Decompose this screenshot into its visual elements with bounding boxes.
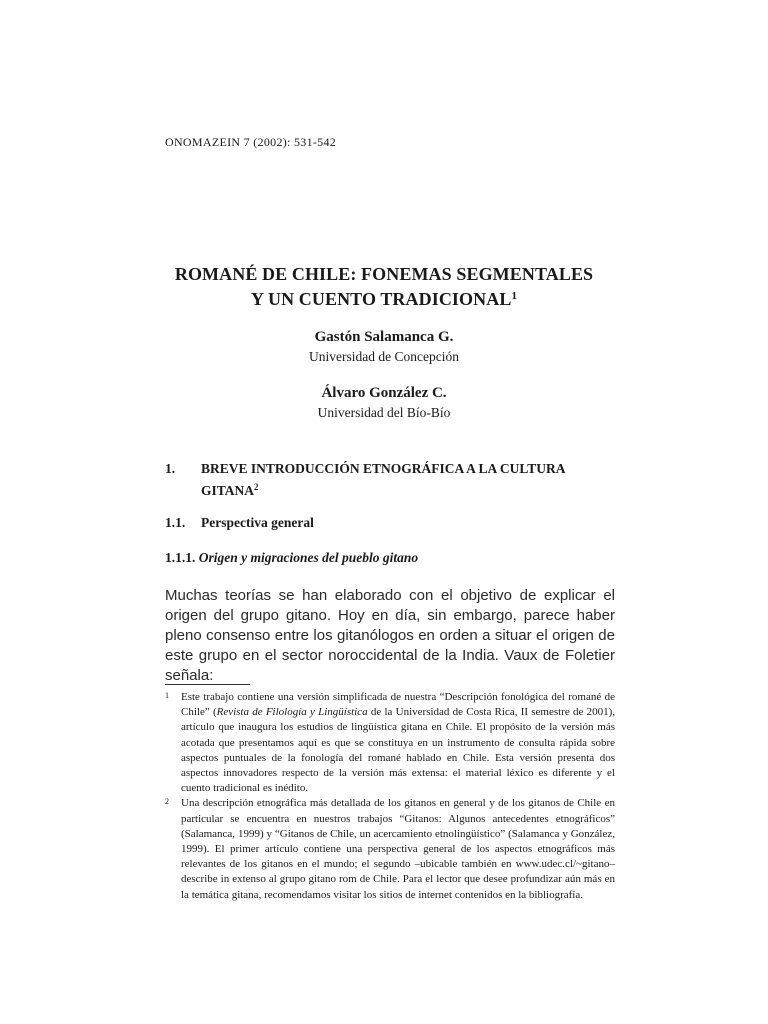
section-heading: [165, 460, 605, 500]
author-affiliation-1: Universidad de Concepción: [309, 349, 459, 364]
footnote-number: 2: [165, 797, 169, 807]
author-name-2: Álvaro González C.: [321, 385, 447, 401]
subsubsection-heading: [165, 550, 418, 566]
footnote-1-text-after: de la Universidad de Costa Rica, II semestre de 2001), artículo que inaugura los estudios de lingüística gitana en Chile. El propósito de la versión más acotada que presentamos aquí es que se constituya en un instrumento de consulta rápida sobre aspectos puntuales de la fonología del romané hablado en Chile. Esta versión presenta dos aspectos innovadores respecto de la versión más extensa: el material léxico es diferente y el cuento tradicional es inédito.: [181, 706, 615, 795]
title-line-2: [0, 285, 768, 310]
footnote-2-text: Una descripción etnográfica más detallada de los gitanos en general y de los gitanos de Chile en particular se encuentra en nuestros trabajos “Gitanos: Algunos antecedentes etnográficos” (Salamanca, 1999) y “Gitanos de Chile, un acercamiento etnolingüístico” (Salamanca y González, 1999). El primer artículo contiene una perspectiva general de los aspectos etnográficos más relevantes de los gitanos en el mundo; el segundo –ubicable también en www.udec.cl/~gitano– describe in extenso al grupo gitano rom de Chile. Para el lector que desee profundizar aún más en la temática gitana, recomendamos visitar los sitios de internet contenidos en la bibliografía.: [181, 797, 615, 901]
subsection-title: Perspectiva general: [201, 515, 314, 530]
section-title-text: BREVE INTRODUCCIÓN ETNOGRÁFICA A LA CULTURA GITANA: [201, 461, 565, 498]
subsection-heading: [165, 515, 314, 531]
footnotes: [165, 690, 615, 903]
subsection-number: 1.1.: [165, 515, 186, 530]
title-footnote-marker[interactable]: 1: [511, 290, 518, 302]
footnote-number: 1: [165, 691, 169, 700]
footnote-2: [165, 796, 615, 902]
running-head: ONOMAZEIN 7 (2002): 531-542: [165, 135, 337, 149]
author-name-1: Gastón Salamanca G.: [314, 329, 454, 345]
subsubsection-title: Origen y migraciones del pueblo gitano: [198, 550, 419, 565]
title-line-1: ROMANÉ DE CHILE: FONEMAS SEGMENTALES: [174, 264, 594, 284]
section-number: 1.: [165, 461, 176, 476]
footnote-1-text-before: Este trabajo contiene una versión simplificada de nuestra “Descripción fonológica del romané de Chile” (: [181, 691, 615, 719]
footnote-divider: [165, 684, 250, 685]
section-footnote-marker[interactable]: 2: [254, 482, 259, 492]
article-title: [0, 263, 768, 310]
body-paragraph: Muchas teorías se han elaborado con el objetivo de explicar el origen del grupo gitano. Hoy en día, sin embargo, parece haber pleno consenso entre los gitanólogos en orden a situar el origen de este grupo en el sector noroccidental de la India. Vaux de Foletier señala:: [165, 587, 615, 684]
subsubsection-number: 1.1.1.: [165, 550, 196, 565]
footnote-1: [165, 690, 615, 796]
author-affiliation-2: Universidad del Bío-Bío: [317, 405, 451, 420]
footnote-1-journal: Revista de Filología y Lingüística: [216, 706, 368, 719]
title-line-2-text: Y UN CUENTO TRADICIONAL: [250, 289, 512, 309]
section-title: [201, 460, 605, 500]
